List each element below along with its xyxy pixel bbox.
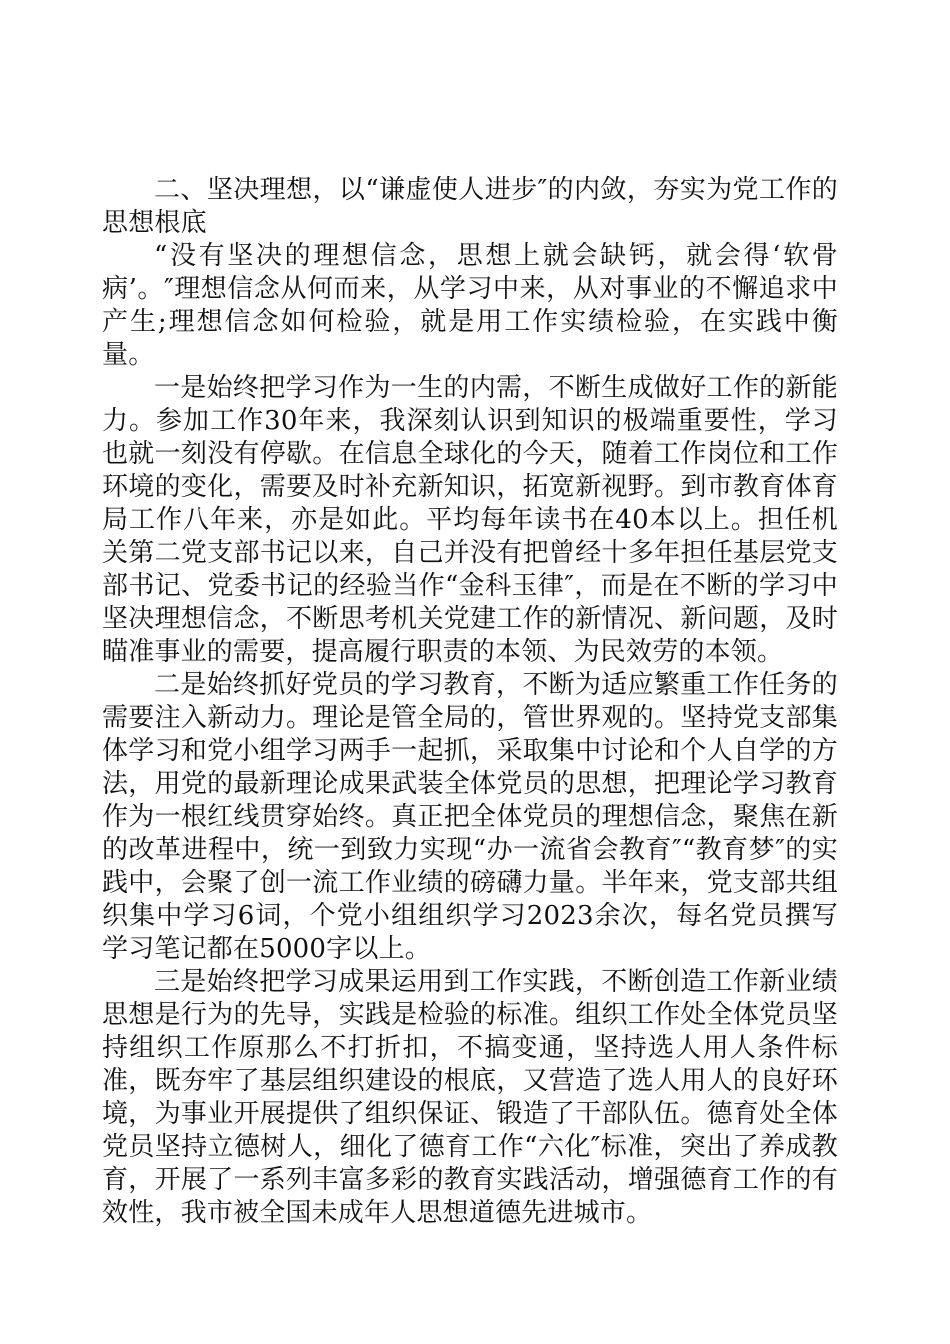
paragraph: 二是始终抓好党员的学习教育，不断为适应繁重工作任务的需要注入新动力。理论是管全局的，管世界观的。坚持党支部集体学习和党小组学习两手一起抓，采取集中讨论和个人自学的方法，用党的最新理论成果武装全体党员的思想，把理论学习教育作为一根红线贯穿始终。真正把全体党员的理想信念，聚焦在新的改革进程中，统一到致力实现“办一流省会教育″“教育梦″的实践中，会聚了创一流工作业绩的磅礴力量。半年来，党支部共组织集中学习6词，个党小组组织学习2023余次，每名党员撰写学习笔记都在5000字以上。 (102, 670, 838, 964)
paragraph: 三是始终把学习成果运用到工作实践，不断创造工作新业绩思想是行为的先导，实践是检验的标准。组织工作处全体党员坚持组织工作原那么不打折扣，不搞变通，坚持选人用人条件标准，既夯牢了基层组织建设的根底，又营造了选人用人的良好环境，为事业开展提供了组织保证、锻造了干部队伍。德育处全体党员坚持立德树人，细化了德育工作“六化″标准，突出了养成教育，开展了一系列丰富多彩的教育实践活动，增强德育工作的有效性，我市被全国未成年人思想道德先进城市。 (102, 967, 838, 1228)
paragraph: “没有坚决的理想信念，思想上就会缺钙，就会得‘软骨病’。″理想信念从何而来，从学习中来，从对事业的不懈追求中产生;理想信念如何检验，就是用工作实绩检验，在实践中衡量。 (102, 241, 838, 370)
section-heading: 二、坚决理想，以“谦虚使人进步″的内敛，夯实为党工作的思想根底 (102, 175, 838, 238)
paragraph: 一是始终把学习作为一生的内需，不断生成做好工作的新能力。参加工作30年来，我深刻认识到知识的极端重要性，学习也就一刻没有停歇。在信息全球化的今天，随着工作岗位和工作环境的变化，需要及时补充新知识，拓宽新视野。到市教育体育局工作八年来，亦是如此。平均每年读书在40本以上。担任机关第二党支部书记以来，自己并没有把曾经十多年担任基层党支部书记、党委书记的经验当作“金科玉律″，而是在不断的学习中坚决理想信念，不断思考机关党建工作的新情况、新问题，及时瞄准事业的需要，提高履行职责的本领、为民效劳的本领。 (102, 373, 838, 667)
document-body (102, 174, 838, 1230)
